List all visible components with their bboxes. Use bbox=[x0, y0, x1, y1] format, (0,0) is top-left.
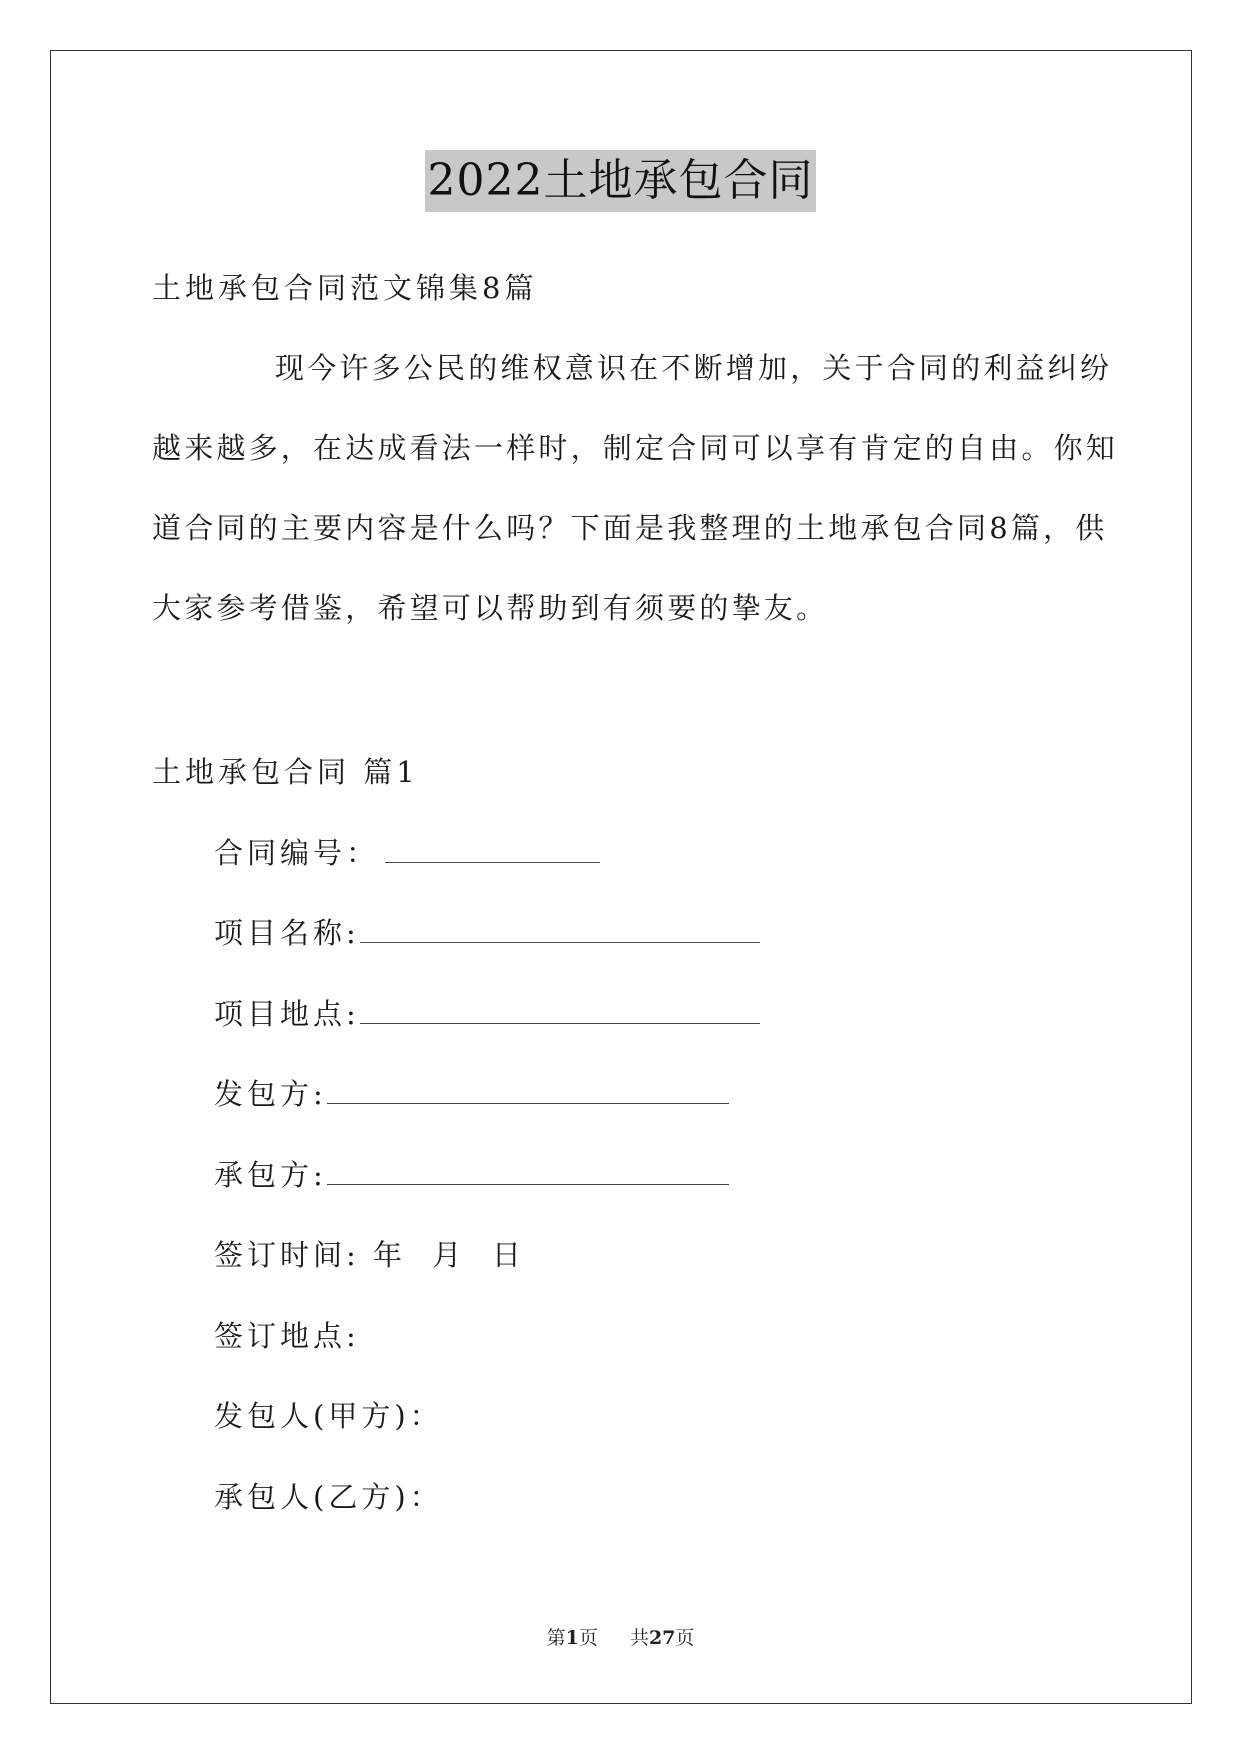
party-a: 发包人(甲方)： bbox=[214, 1399, 443, 1433]
project-location-label: 项目地点: bbox=[214, 997, 360, 1031]
page-total: 27 bbox=[648, 1627, 676, 1649]
contract-number-label: 合同编号： bbox=[214, 836, 380, 870]
contractor-blank bbox=[327, 1158, 729, 1185]
page-unit: 页 bbox=[578, 1627, 598, 1649]
contract-number-blank bbox=[385, 836, 600, 863]
employer-label: 发包方: bbox=[214, 1077, 327, 1111]
project-name-blank bbox=[360, 916, 760, 943]
party-b: 承包人(乙方)： bbox=[214, 1480, 443, 1514]
total-prefix: 共 bbox=[629, 1627, 649, 1649]
employer-field bbox=[214, 1074, 729, 1114]
project-name-label: 项目名称: bbox=[214, 916, 360, 950]
sign-time: 签订时间: 年 月 日 bbox=[214, 1238, 525, 1272]
document-title: 2022土地承包合同 bbox=[425, 150, 817, 212]
page-footer bbox=[0, 1625, 1241, 1651]
project-location-field bbox=[214, 994, 760, 1034]
subtitle: 土地承包合同范文锦集8篇 bbox=[152, 271, 538, 305]
page-prefix: 第 bbox=[546, 1627, 566, 1649]
title-container bbox=[0, 150, 1241, 212]
contractor-label: 承包方: bbox=[214, 1158, 327, 1192]
intro-line-2: 越来越多，在达成看法一样时，制定合同可以享有肯定的自由。你知 bbox=[152, 431, 1119, 465]
intro-line-3: 道合同的主要内容是什么吗？下面是我整理的土地承包合同8篇，供 bbox=[152, 511, 1108, 545]
total-unit: 页 bbox=[675, 1627, 695, 1649]
contractor-field bbox=[214, 1155, 729, 1195]
project-name-field bbox=[214, 913, 760, 953]
section-heading: 土地承包合同 篇1 bbox=[152, 755, 419, 789]
page-current: 1 bbox=[565, 1627, 579, 1649]
intro-line-4: 大家参考借鉴，希望可以帮助到有须要的挚友。 bbox=[152, 591, 829, 625]
project-location-blank bbox=[360, 997, 760, 1024]
sign-place: 签订地点: bbox=[214, 1319, 360, 1353]
intro-line-1: 现今许多公民的维权意识在不断增加，关于合同的利益纠纷 bbox=[275, 351, 1113, 385]
contract-number-field bbox=[214, 833, 600, 873]
employer-blank bbox=[327, 1077, 729, 1104]
